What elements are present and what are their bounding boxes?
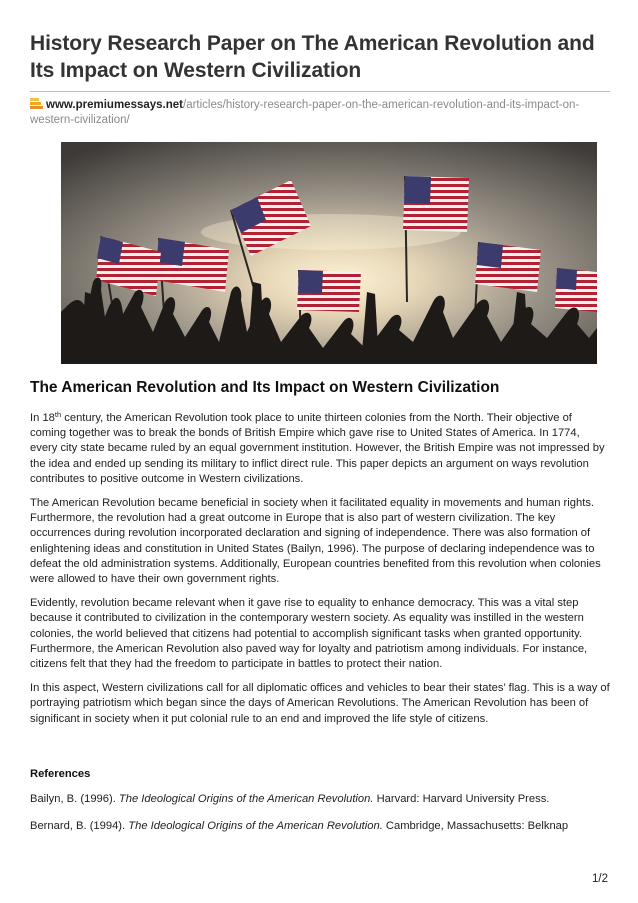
page-number: 1/2 — [592, 873, 608, 885]
article-heading: The American Revolution and Its Impact on Western Civilization — [30, 379, 500, 396]
hero-image-flags — [61, 142, 597, 364]
intro-text-rest: century, the American Revolution took place to unite thirteen colonies from the North. Their objective of coming together was to break the bonds of British Empire which gave rise to United States of America. In 1774, every city state became ruled by an equal government institution. However, the British Empire was not impressed by the idea and ended up sending its military to inflict direct rule. This paper depicts an argument on ways revolution contributes to positive outcome in Western civilizations. — [30, 412, 605, 485]
body-paragraph: The American Revolution became beneficial in society when it facilitated equality in movements and human rights. Furthermore, the revolution had a great outcome in Europe that is also part of western civilization. The key occurrences during revolution incorporated declaration and signing of independence. There was also formation of enlightening ideas and constitution in United States (Bailyn, 1996). The purpose of declaring independence was to defeat the old administration systems. Additionally, European countries benefited from this revolution when colonies were allowed to have their own government rights. — [30, 497, 601, 586]
body-paragraph: In this aspect, Western civilizations call for all diplomatic offices and vehicles to bear their states’ flag. This is a way of portraying patriotism which began since the days of American Revolutions. The American Revolution has been of significant in society when it put colonial rule to an end and improved the life style of citizens. — [30, 682, 610, 725]
document-page — [30, 30, 610, 834]
reference-title: The Ideological Origins of the American Revolution. — [128, 819, 383, 832]
references-heading: References — [30, 767, 91, 780]
body-paragraph: Evidently, revolution became relevant when it gave rise to equality to enhance democracy. This was a vital step because it contributed to civilization in the contemporary western society. As equality was instilled in the western colonies, the world believed that citizens had potential to accomplish significant tasks when granted opportunity. Furthermore, the American Revolution also paved way for loyalty and patriotism among individuals. For instance, citizens felt that they had the freedom to participate in battles to protect their nation. — [30, 597, 588, 671]
source-site-link[interactable]: www.premiumessays.net — [46, 99, 183, 111]
reference-author: Bailyn, B. (1996). — [30, 792, 119, 805]
reference-item — [30, 792, 610, 807]
reference-publisher: Cambridge, Massachusetts: Belknap — [382, 819, 569, 832]
reference-item — [30, 819, 610, 834]
reference-publisher: Harvard: Harvard University Press. — [373, 792, 550, 805]
bookmark-icon — [30, 98, 43, 109]
ordinal-superscript: th — [54, 410, 62, 419]
title-divider — [30, 91, 610, 92]
flag — [555, 268, 597, 312]
document-title: History Research Paper on The American Revolution and Its Impact on Western Civilization — [30, 32, 595, 82]
source-path: /articles/history-research-paper-on-the-american-revolution-and-its-impact-on-western-civilization/ — [30, 99, 580, 126]
reference-title: The Ideological Origins of the American Revolution. — [118, 792, 374, 805]
source-line — [30, 98, 610, 128]
intro-paragraph — [30, 411, 610, 487]
reference-author: Bernard, B. (1994). — [30, 819, 129, 832]
intro-text-start: In 18 — [30, 412, 55, 424]
